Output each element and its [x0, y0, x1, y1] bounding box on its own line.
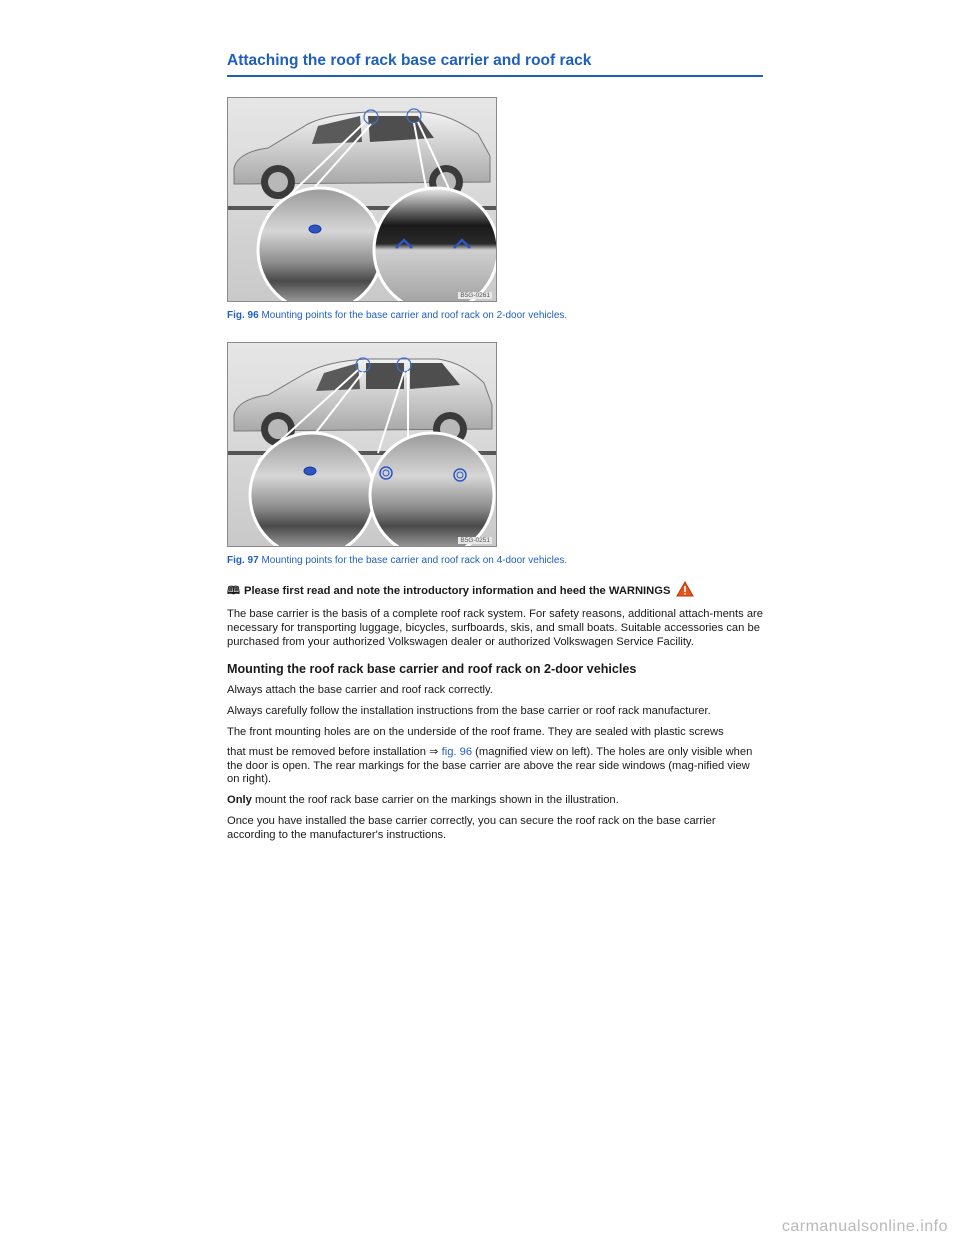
paragraph-base-carrier: The base carrier is the basis of a complete roof rack system. For safety reasons, additional attach-ments are necessary for transporting luggage, bicycles, surfboards, skis, and small boats. Suitable accessories can be purchased from your authorized Volkswagen dealer or authorized Volkswagen Service Facility. [227, 608, 763, 648]
intro-notice-text: Please first read and note the introductory information and heed the WARNINGS [243, 585, 671, 597]
section-title: Attaching the roof rack base carrier and roof rack [227, 50, 763, 77]
figure-96-code: B5G-0261 [460, 292, 490, 299]
figure-97-image [227, 342, 497, 547]
fig-96-link[interactable]: fig. 96 [441, 745, 473, 758]
warning-triangle-icon [676, 581, 694, 601]
paragraph-remove-screws-start: that must be removed before installation ⇒ [227, 745, 442, 758]
figure-96-block [227, 97, 763, 322]
book-icon: 🕮 [227, 585, 240, 597]
figure-97-number: Fig. 97 [227, 555, 259, 566]
paragraph-only-mount-rest: mount the roof rack base carrier on the markings shown in the illustration. [251, 794, 619, 807]
subheading-mounting-2-door: Mounting the roof rack base carrier and roof rack on 2-door vehicles [227, 662, 637, 677]
paragraph-front-holes: The front mounting holes are on the underside of the roof frame. They are sealed with plastic screws [227, 725, 724, 738]
figure-96-image [227, 97, 497, 302]
paragraph-remove-screws-end: (magnified view on left). The holes are only visible when the door is open. The rear markings for the base carrier are above the rear side windows (mag-nified view on right). [227, 745, 753, 786]
figure-97-caption-text: Mounting points for the base carrier and roof rack on 4-door vehicles. [261, 555, 568, 566]
paragraph-remove-screws [227, 746, 763, 787]
figure-97-block [227, 342, 763, 567]
intro-notice [227, 581, 763, 601]
figure-96-number: Fig. 96 [227, 310, 259, 321]
page-content [227, 50, 763, 843]
figure-96-caption [227, 309, 763, 322]
figure-97-code: B5G-0251 [460, 537, 490, 544]
paragraph-follow-instructions: Always carefully follow the installation instructions from the base carrier or roof rack manufacturer. [227, 705, 711, 718]
only-emphasis: Only [227, 794, 252, 807]
watermark: carmanualsonline.info [781, 1218, 948, 1235]
figure-97-caption [227, 554, 763, 567]
paragraph-secure-roof-rack: Once you have installed the base carrier correctly, you can secure the roof rack on the base carrier according to the manufacturer's instructions. [227, 814, 716, 841]
figure-96-caption-text: Mounting points for the base carrier and roof rack on 2-door vehicles. [261, 310, 568, 321]
paragraph-attach-correctly: Always attach the base carrier and roof rack correctly. [227, 684, 493, 697]
paragraph-only-mount [227, 794, 763, 808]
